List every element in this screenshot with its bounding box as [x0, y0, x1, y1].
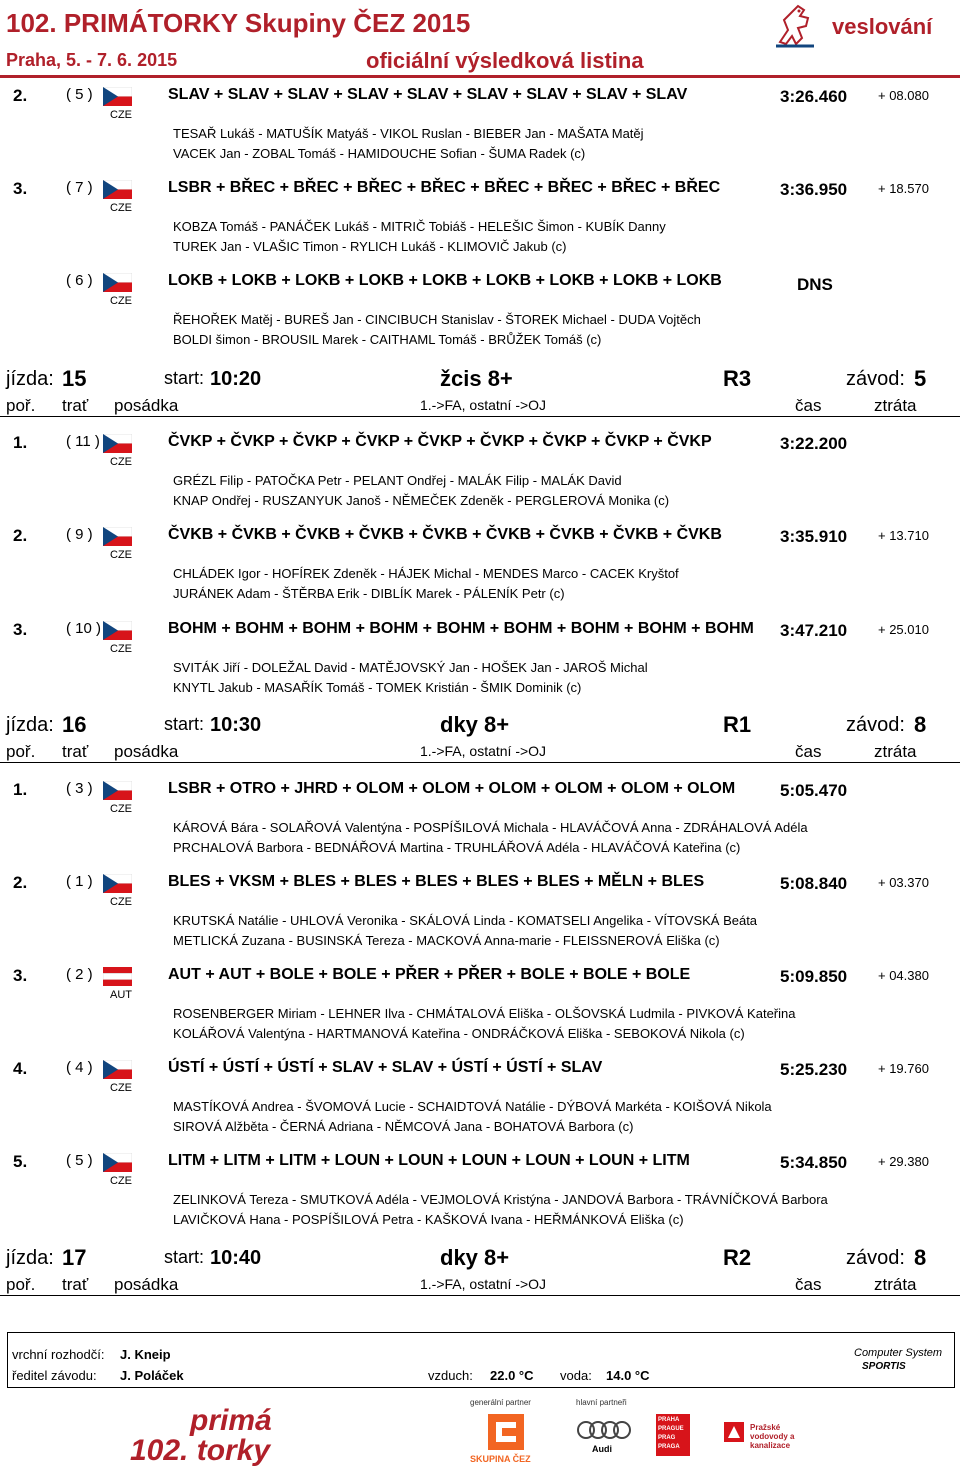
- czech-flag-icon: [103, 1153, 132, 1172]
- sportis-logo: SPORTIS: [862, 1361, 906, 1372]
- crew-clubs: ÚSTÍ + ÚSTÍ + ÚSTÍ + SLAV + SLAV + ÚSTÍ + ÚSTÍ + SLAV: [168, 1059, 603, 1076]
- audi-rings-icon: [576, 1420, 634, 1440]
- time-difference: + 25.010: [878, 622, 929, 637]
- lion-emblem-icon: [770, 2, 820, 48]
- sponsors-strip: [0, 1392, 960, 1472]
- result-row: [0, 86, 960, 176]
- lane: ( 5 ): [66, 86, 93, 103]
- col-rank-header: poř.: [6, 1275, 36, 1294]
- time-difference: + 03.370: [878, 875, 929, 890]
- start-label: start:: [164, 714, 205, 734]
- result-row: [0, 526, 960, 616]
- finish-time: 3:36.950: [780, 180, 848, 199]
- start-time: 10:20: [210, 368, 262, 390]
- crew-members-line1: ŘEHOŘEK Matěj - BUREŠ Jan - CINCIBUCH Stanislav - ŠTOREK Michael - DUDA Vojtěch: [173, 312, 701, 327]
- nation-code: CZE: [110, 456, 132, 468]
- event-dates: Praha, 5. - 7. 6. 2015: [6, 50, 178, 70]
- nation-code: CZE: [110, 549, 132, 561]
- crew-members-line1: SVITÁK Jiří - DOLEŽAL David - MATĚJOVSKÝ Jan - HOŠEK Jan - JAROŠ Michal: [173, 660, 648, 675]
- rank: 2.: [13, 873, 28, 892]
- lane: ( 9 ): [66, 526, 93, 543]
- divider: [0, 762, 960, 763]
- crew-members-line2: SIROVÁ Alžběta - ČERNÁ Adriana - NĚMCOVÁ Jana - BOHATOVÁ Barbora (c): [173, 1119, 634, 1134]
- event-label: závod:: [846, 368, 905, 390]
- result-row: [0, 780, 960, 870]
- pvk-label: Pražské vodovody a kanalizace: [750, 1423, 795, 1450]
- race-header: [0, 368, 960, 424]
- event-number: 8: [914, 1245, 927, 1270]
- result-row: [0, 1059, 960, 1149]
- crew-members-line1: ROSENBERGER Miriam - LEHNER Ilva - CHMÁTALOVÁ Eliška - OLŠOVSKÁ Ludmila - PIVKOVÁ Kateřina: [173, 1006, 796, 1021]
- primatorky-logo-icon: [130, 1400, 320, 1466]
- time-difference: + 18.570: [878, 181, 929, 196]
- col-lane-header: trať: [62, 1275, 89, 1294]
- race-director-label: ředitel závodu:: [12, 1368, 97, 1383]
- race-header: [0, 714, 960, 770]
- svg-text:primá: primá: [190, 1404, 272, 1437]
- finish-time: 5:25.230: [780, 1060, 848, 1079]
- boat-category: dky 8+: [440, 1245, 510, 1270]
- result-row: [0, 272, 960, 362]
- col-time-header: čas: [795, 742, 822, 761]
- cez-group-label: SKUPINA ČEZ: [470, 1454, 531, 1464]
- result-row: [0, 179, 960, 269]
- crew-members-line2: TUREK Jan - VLAŠIC Timon - RYLICH Lukáš - KLIMOVIČ Jakub (c): [173, 239, 567, 254]
- finish-time: 3:26.460: [780, 87, 848, 106]
- event-number: 8: [914, 712, 927, 737]
- rank: 3.: [13, 179, 28, 198]
- progression-rule: 1.->FA, ostatní ->OJ: [420, 397, 547, 413]
- crew-members-line2: METLICKÁ Zuzana - BUSINSKÁ Tereza - MACKOVÁ Anna-marie - FLEISSNEROVÁ Eliška (c): [173, 933, 720, 948]
- finish-time: 5:08.840: [780, 874, 848, 893]
- start-label: start:: [164, 1247, 205, 1267]
- main-partners-label: hlavní partneři: [576, 1398, 627, 1407]
- crew-members-line1: CHLÁDEK Igor - HOFÍREK Zdeněk - HÁJEK Michal - MENDES Marco - CACEK Kryštof: [173, 566, 679, 581]
- crew-clubs: BOHM + BOHM + BOHM + BOHM + BOHM + BOHM + BOHM + BOHM + BOHM: [168, 620, 754, 637]
- cez-logo-icon: [488, 1414, 524, 1450]
- boat-category: dky 8+: [440, 712, 510, 737]
- lane: ( 11 ): [66, 433, 100, 450]
- lane: ( 1 ): [66, 873, 93, 890]
- czech-flag-icon: [103, 621, 132, 640]
- lane: ( 2 ): [66, 966, 93, 983]
- col-diff-header: ztráta: [874, 396, 917, 415]
- air-temp-label: vzduch:: [428, 1368, 473, 1383]
- czech-flag-icon: [103, 273, 132, 292]
- sport-label: veslování: [832, 14, 933, 39]
- rank: 2.: [13, 526, 28, 545]
- race-phase: R2: [723, 1245, 752, 1270]
- computer-system-label: Computer System: [854, 1347, 943, 1359]
- crew-members-line1: ZELINKOVÁ Tereza - SMUTKOVÁ Adéla - VEJMOLOVÁ Kristýna - JANDOVÁ Barbora - TRÁVNÍČKOVÁ Barbora: [173, 1192, 828, 1207]
- pvk-logo-icon: [724, 1422, 744, 1442]
- lane: ( 3 ): [66, 780, 93, 797]
- race-number: 15: [62, 366, 87, 391]
- chief-judge: J. Kneip: [120, 1347, 171, 1362]
- rank: 4.: [13, 1059, 28, 1078]
- general-partner-label: generální partner: [470, 1398, 531, 1407]
- crew-clubs: SLAV + SLAV + SLAV + SLAV + SLAV + SLAV + SLAV + SLAV + SLAV: [168, 86, 688, 103]
- crew-clubs: ČVKB + ČVKB + ČVKB + ČVKB + ČVKB + ČVKB + ČVKB + ČVKB + ČVKB: [168, 526, 722, 543]
- finish-time: 3:35.910: [780, 527, 848, 546]
- time-difference: + 29.380: [878, 1154, 929, 1169]
- crew-clubs: ČVKP + ČVKP + ČVKP + ČVKP + ČVKP + ČVKP + ČVKP + ČVKP + ČVKP: [168, 433, 712, 450]
- rank: 5.: [13, 1152, 28, 1171]
- nation-code: CZE: [110, 295, 132, 307]
- event-label: závod:: [846, 1247, 905, 1269]
- finish-time: 3:47.210: [780, 621, 848, 640]
- crew-members-line1: KOBZA Tomáš - PANÁČEK Lukáš - MITRIČ Tobiáš - HELEŠIC Šimon - KUBÍK Danny: [173, 219, 666, 234]
- nation-code: CZE: [110, 1175, 132, 1187]
- boat-category: žcis 8+: [440, 366, 513, 391]
- air-temp: 22.0 °C: [490, 1368, 534, 1383]
- race-number-label: jízda:: [6, 1247, 54, 1269]
- crew-members-line1: GRÉZL Filip - PATOČKA Petr - PELANT Ondřej - MALÁK Filip - MALÁK David: [173, 473, 622, 488]
- race-number: 17: [62, 1245, 87, 1270]
- event-number: 5: [914, 366, 927, 391]
- crew-members-line2: KNYTL Jakub - MASAŘÍK Tomáš - TOMEK Kristián - ŠMIK Dominik (c): [173, 680, 582, 695]
- result-row: [0, 966, 960, 1056]
- nation-code: CZE: [110, 109, 132, 121]
- czech-flag-icon: [103, 1060, 132, 1079]
- event-label: závod:: [846, 714, 905, 736]
- finish-time: 5:09.850: [780, 967, 848, 986]
- col-time-header: čas: [795, 396, 822, 415]
- czech-flag-icon: [103, 87, 132, 106]
- status-dns: DNS: [797, 275, 833, 294]
- col-rank-header: poř.: [6, 742, 36, 761]
- crew-members-line1: TESAŘ Lukáš - MATUŠÍK Matyáš - VIKOL Ruslan - BIEBER Jan - MAŠATA Matěj: [173, 126, 644, 141]
- nation-code: CZE: [110, 896, 132, 908]
- crew-members-line1: KÁROVÁ Bára - SOLAŘOVÁ Valentýna - POSPÍŠILOVÁ Michala - HLAVÁČOVÁ Anna - ZDRÁHALOVÁ Adéla: [173, 820, 808, 835]
- race-header: [0, 1247, 960, 1303]
- nation-code: CZE: [110, 202, 132, 214]
- rank: 1.: [13, 433, 28, 452]
- header-rule: [0, 75, 960, 78]
- water-temp-label: voda:: [560, 1368, 592, 1383]
- crew-members-line2: BOLDI šimon - BROUSIL Marek - CAITHAML Tomáš - BRŮŽEK Tomáš (c): [173, 332, 602, 347]
- officials-box: [7, 1332, 955, 1388]
- col-crew-header: posádka: [114, 396, 179, 415]
- rank: 2.: [13, 86, 28, 105]
- result-row: [0, 620, 960, 710]
- water-temp: 14.0 °C: [606, 1368, 650, 1383]
- lane: ( 4 ): [66, 1059, 93, 1076]
- lane: ( 5 ): [66, 1152, 93, 1169]
- crew-members-line2: PRCHALOVÁ Barbora - BEDNÁŘOVÁ Martina - TRUHLÁŘOVÁ Adéla - HLAVÁČOVÁ Kateřina (c): [173, 840, 741, 855]
- finish-time: 3:22.200: [780, 434, 848, 453]
- col-rank-header: poř.: [6, 396, 36, 415]
- finish-time: 5:05.470: [780, 781, 848, 800]
- start-label: start:: [164, 368, 205, 388]
- time-difference: + 04.380: [878, 968, 929, 983]
- progression-rule: 1.->FA, ostatní ->OJ: [420, 743, 547, 759]
- race-phase: R3: [723, 366, 752, 391]
- col-time-header: čas: [795, 1275, 822, 1294]
- crew-members-line1: KRUTSKÁ Natálie - UHLOVÁ Veronika - SKÁLOVÁ Linda - KOMATSELI Angelika - VÍTOVSKÁ Beáta: [173, 913, 758, 928]
- crew-clubs: LOKB + LOKB + LOKB + LOKB + LOKB + LOKB + LOKB + LOKB + LOKB: [168, 272, 722, 289]
- time-difference: + 19.760: [878, 1061, 929, 1076]
- austrian-flag-icon: [103, 967, 132, 986]
- czech-flag-icon: [103, 180, 132, 199]
- rank: 1.: [13, 780, 28, 799]
- col-crew-header: posádka: [114, 1275, 179, 1294]
- czech-flag-icon: [103, 527, 132, 546]
- col-diff-header: ztráta: [874, 1275, 917, 1294]
- official-results-label: oficiální výsledková listina: [366, 48, 644, 73]
- crew-members-line2: LAVIČKOVÁ Hana - POSPÍŠILOVÁ Petra - KAŠKOVÁ Ivana - HEŘMÁNKOVÁ Eliška (c): [173, 1212, 684, 1227]
- audi-label: Audi: [592, 1444, 612, 1454]
- lane: ( 10 ): [66, 620, 102, 637]
- race-phase: R1: [723, 712, 752, 737]
- nation-code: CZE: [110, 803, 132, 815]
- rank: 3.: [13, 620, 28, 639]
- race-number-label: jízda:: [6, 368, 54, 390]
- result-row: [0, 433, 960, 523]
- result-row: [0, 873, 960, 963]
- crew-clubs: LITM + LITM + LITM + LOUN + LOUN + LOUN + LOUN + LOUN + LITM: [168, 1152, 690, 1169]
- crew-clubs: BLES + VKSM + BLES + BLES + BLES + BLES + BLES + MĚLN + BLES: [168, 873, 705, 890]
- result-row: [0, 1152, 960, 1242]
- page-title: 102. PRIMÁTORKY Skupiny ČEZ 2015: [6, 8, 471, 38]
- crew-members-line2: JURÁNEK Adam - ŠTĚRBA Erik - DIBLÍK Marek - PÁLENÍK Petr (c): [173, 586, 565, 601]
- time-difference: + 08.080: [878, 88, 929, 103]
- rank: 3.: [13, 966, 28, 985]
- nation-code: CZE: [110, 1082, 132, 1094]
- crew-clubs: LSBR + BŘEC + BŘEC + BŘEC + BŘEC + BŘEC + BŘEC + BŘEC + BŘEC: [168, 179, 721, 196]
- start-time: 10:40: [210, 1247, 262, 1269]
- race-number: 16: [62, 712, 87, 737]
- divider: [0, 1295, 960, 1296]
- col-lane-header: trať: [62, 742, 89, 761]
- crew-clubs: LSBR + OTRO + JHRD + OLOM + OLOM + OLOM + OLOM + OLOM + OLOM: [168, 780, 736, 797]
- crew-members-line2: VACEK Jan - ZOBAL Tomáš - HAMIDOUCHE Sofian - ŠUMA Radek (c): [173, 146, 586, 161]
- nation-code: CZE: [110, 643, 132, 655]
- nation-code: AUT: [110, 989, 132, 1001]
- svg-text:102. torky: 102. torky: [130, 1434, 271, 1466]
- crew-members-line1: MASTÍKOVÁ Andrea - ŠVOMOVÁ Lucie - SCHAIDTOVÁ Natálie - DÝBOVÁ Markéta - KOIŠOVÁ Nikola: [173, 1099, 772, 1114]
- race-director: J. Poláček: [120, 1368, 184, 1383]
- lane: ( 6 ): [66, 272, 93, 289]
- race-number-label: jízda:: [6, 714, 54, 736]
- praha-logo: PRAHA PRAGUE PRAG PRAGA: [656, 1414, 690, 1456]
- finish-time: 5:34.850: [780, 1153, 848, 1172]
- col-diff-header: ztráta: [874, 742, 917, 761]
- chief-judge-label: vrchní rozhodčí:: [12, 1347, 105, 1362]
- crew-members-line2: KOLÁŘOVÁ Valentýna - HARTMANOVÁ Kateřina - ONDRÁČKOVÁ Eliška - SEBOKOVÁ Nikola (c): [173, 1026, 745, 1041]
- crew-members-line2: KNAP Ondřej - RUSZANYUK Janoš - NĚMEČEK Zdeněk - PERGLEROVÁ Monika (c): [173, 493, 670, 508]
- lane: ( 7 ): [66, 179, 93, 196]
- crew-clubs: AUT + AUT + BOLE + BOLE + PŘER + PŘER + BOLE + BOLE + BOLE: [168, 966, 691, 983]
- col-lane-header: trať: [62, 396, 89, 415]
- start-time: 10:30: [210, 714, 262, 736]
- divider: [0, 416, 960, 417]
- czech-flag-icon: [103, 434, 132, 453]
- time-difference: + 13.710: [878, 528, 929, 543]
- czech-flag-icon: [103, 874, 132, 893]
- col-crew-header: posádka: [114, 742, 179, 761]
- czech-flag-icon: [103, 781, 132, 800]
- progression-rule: 1.->FA, ostatní ->OJ: [420, 1276, 547, 1292]
